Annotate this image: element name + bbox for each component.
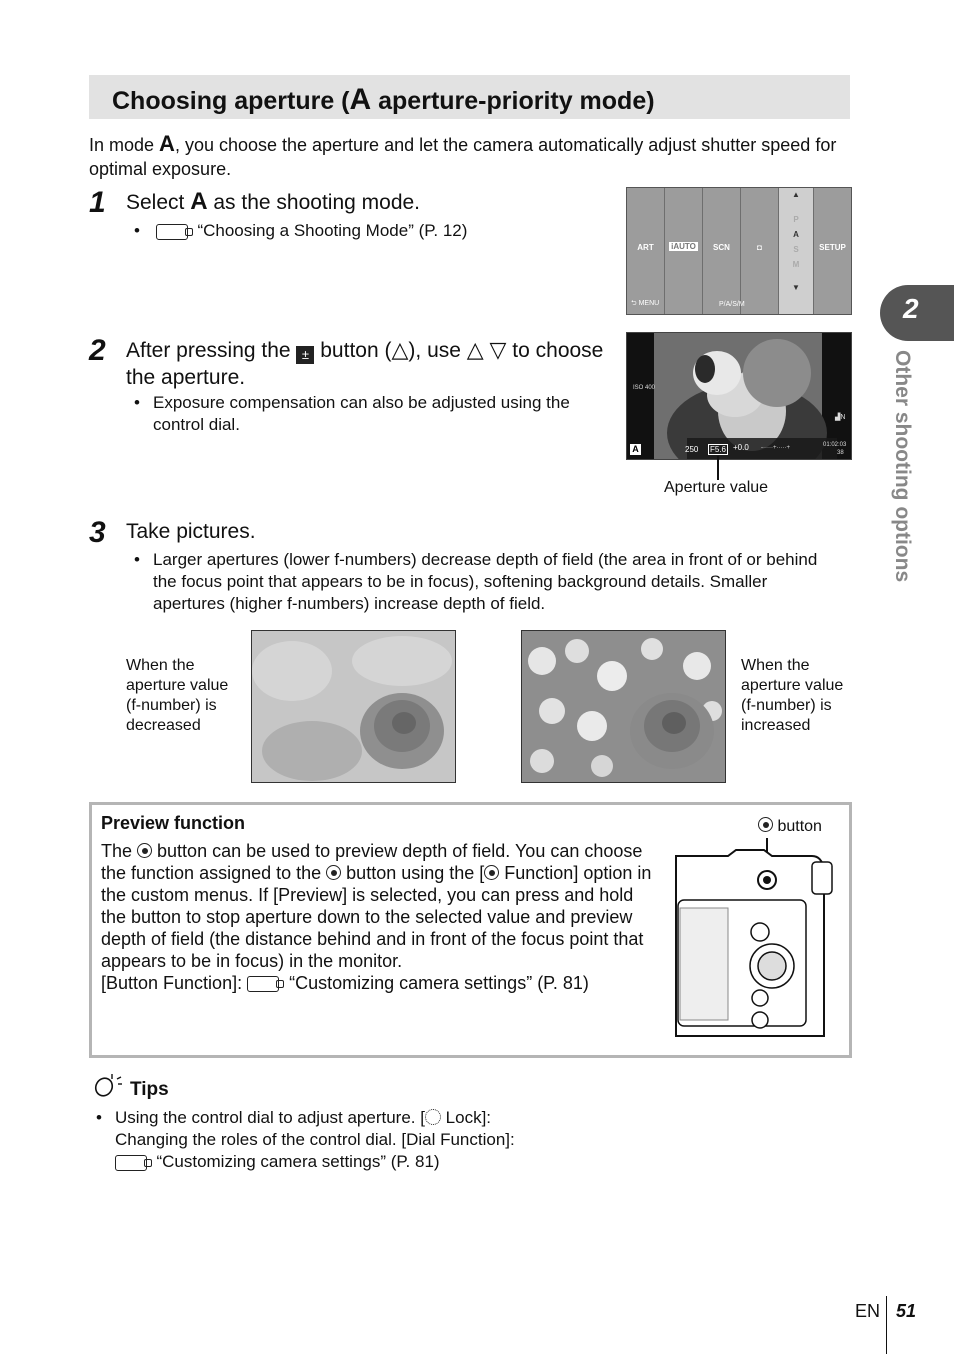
camera-back-illustration [672, 836, 842, 1042]
mode-a-icon: A [349, 83, 372, 116]
mode-menu-screenshot: ART iAUTO SCN ◘ ▲ P A S M ▼ SETUP ⮌ MENU P/A/S/M [626, 187, 852, 315]
chapter-number: 2 [903, 293, 919, 324]
section-title: Choosing aperture (A aperture-priority mode) [112, 83, 655, 116]
mode-a-icon: A [190, 188, 208, 215]
intro-paragraph: In mode A, you choose the aperture and let the camera automatically adjust shutter speed for optimal exposure. [89, 131, 837, 179]
menu-col-pasm: ▲ P A S M ▼ [779, 188, 814, 314]
aperture-value: F5.6 [710, 445, 727, 454]
menu-col-art: ART [627, 188, 665, 314]
step-number: 2 [89, 334, 106, 367]
preview-heading: Preview function [101, 813, 246, 833]
menu-back-icon: ⮌ MENU [631, 300, 660, 307]
preview-button-icon [326, 865, 341, 880]
child-and-dog-photo [627, 333, 851, 459]
step-number: 1 [89, 186, 106, 219]
menu-col-movie [741, 188, 779, 314]
movie-icon: ◘ [757, 243, 762, 252]
button-callout: button [758, 817, 822, 836]
reference-icon [156, 224, 188, 240]
aperture-value-callout: Aperture value [664, 479, 769, 496]
tips-icon [92, 1070, 122, 1100]
live-view-screenshot: ISO 400 A 250 F5.6 +0.0 -·····+·····+ 01:02:03 38 ▟N [626, 332, 852, 460]
right-photo-caption: When the aperture value (f-number) is increased [741, 657, 844, 734]
step-number: 3 [89, 516, 106, 549]
shutter-speed: 250 [685, 445, 699, 454]
callout-line [717, 456, 719, 480]
reference-icon [115, 1155, 147, 1171]
language-label: EN [855, 1301, 881, 1321]
preview-button-icon [137, 843, 152, 858]
preview-button-icon [758, 817, 773, 832]
preview-body: The button can be used to preview depth of field. You can choose the function assigned to the button using the [ Function] option in the custom menus. If [Preview] is selected, you can press and hold the button to stop aperture down to the selected value and preview depth of field (the distance behind and in front of the focus point that appears to be in focus) in the monitor. [Button Function]: “Customizing camera settings” (P. 81) [101, 841, 652, 993]
step2-text: After pressing the ± button (△), use △ ▽ to choose the aperture. [126, 337, 604, 389]
quality-icon: ▟N [835, 414, 846, 421]
menu-col-setup: SETUP [814, 188, 851, 314]
menu-col-iauto: iAUTO [665, 188, 703, 314]
reference-icon [247, 976, 279, 992]
shallow-dof-photo [251, 630, 456, 783]
preview-button-icon [484, 865, 499, 880]
exposure-value: +0.0 [733, 443, 749, 452]
left-photo-caption: When the aperture value (f-number) is decreased [126, 657, 229, 734]
up-arrow-icon: △ [391, 337, 409, 362]
mode-a-icon: A [159, 131, 175, 156]
down-arrow-icon: ▽ [489, 337, 507, 362]
control-dial-icon [425, 1109, 441, 1125]
exposure-compensation-icon: ± [296, 346, 314, 364]
exposure-meter: -·····+·····+ [761, 445, 790, 451]
up-arrow-icon: △ [466, 337, 484, 362]
chapter-label: Other shooting options [891, 350, 914, 583]
tips-heading: Tips [130, 1079, 169, 1100]
footer-divider [886, 1296, 887, 1354]
step3-text: Take pictures. [126, 520, 256, 543]
deep-dof-photo [521, 630, 726, 783]
mode-a-icon: A [630, 444, 641, 455]
page-number: 51 [896, 1301, 917, 1321]
menu-col-scn: SCN [703, 188, 741, 314]
step1-text: Select A as the shooting mode. [126, 188, 421, 215]
